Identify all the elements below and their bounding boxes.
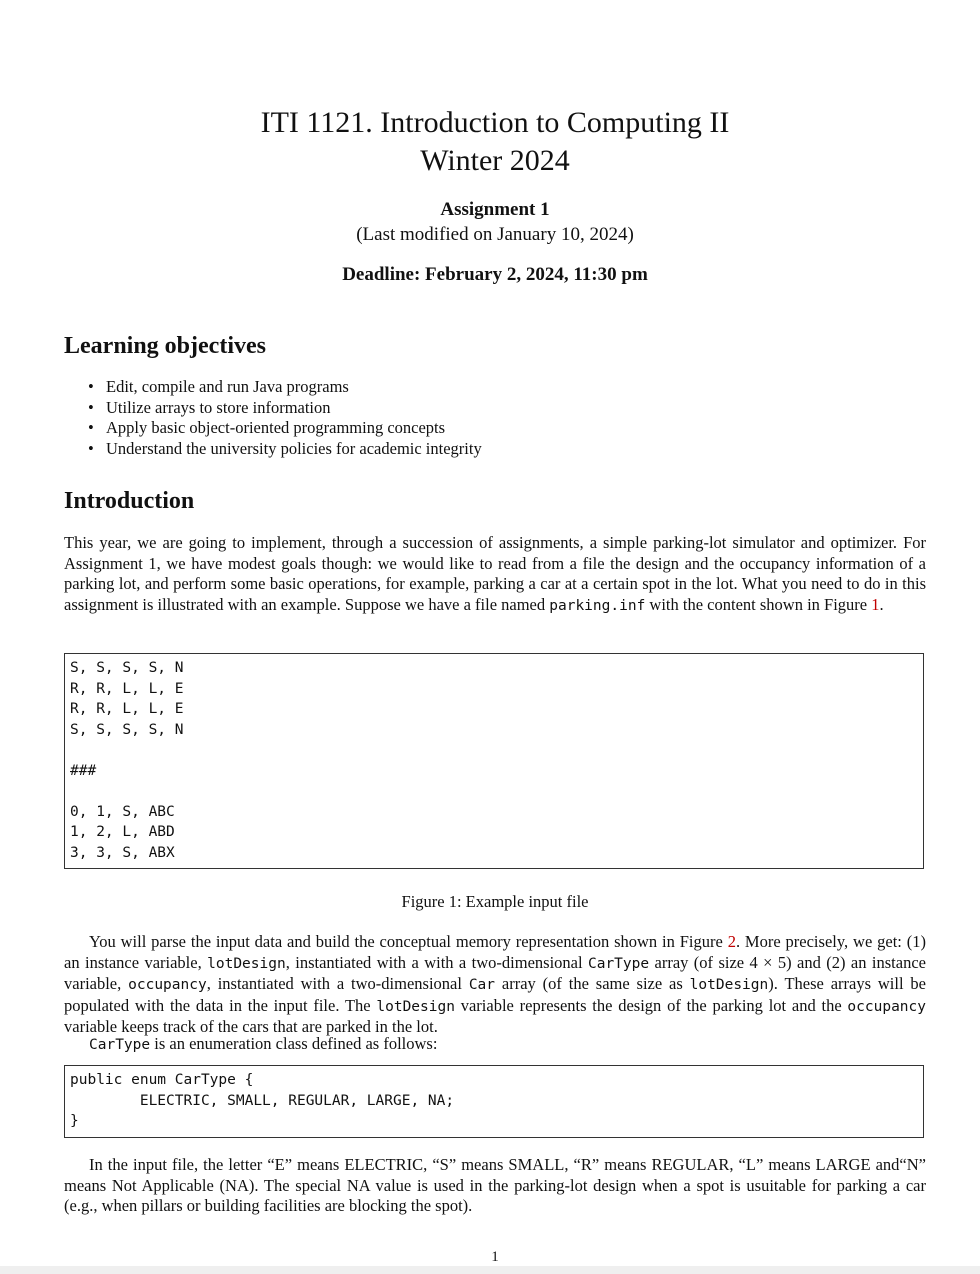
para-text: array (of size 4 × 5) and (2) an instance variable, xyxy=(64,952,926,993)
figure-1-code-box: S, S, S, S, N R, R, L, L, E R, R, L, L, E S, S, S, S, N ### 0, 1, S, ABC 1, 2, L, ABD 3, 3, S, ABX xyxy=(64,653,924,869)
list-item: • Edit, compile and run Java programs xyxy=(88,377,482,398)
term-title: Winter 2024 xyxy=(420,144,570,177)
intro-paragraph xyxy=(64,533,926,616)
code-cartype: CarType xyxy=(89,1037,151,1053)
page-bottom-edge xyxy=(0,1266,980,1274)
code-car: Car xyxy=(468,977,496,993)
enum-code-box: public enum CarType { ELECTRIC, SMALL, REGULAR, LARGE, NA; } xyxy=(64,1065,924,1138)
code-lotdesign: lotDesign xyxy=(207,955,286,972)
code-occupancy: occupancy xyxy=(128,977,207,993)
enum-intro-paragraph xyxy=(64,1034,926,1056)
introduction-heading: Introduction xyxy=(64,488,195,514)
course-title: ITI 1121. Introduction to Computing II xyxy=(260,106,730,139)
letter-meaning-paragraph: In the input file, the letter “E” means ELECTRIC, “S” means SMALL, “R” means REGULAR, “L” means LARGE and“N” means Not Applicable (NA). The special NA value is used in the parking-lot design when a spot is usuitable for parking a car (e.g., when pillars or building facilities are blocking the spot). xyxy=(64,1155,926,1215)
para-text: , instantiated with a with a two-dimensional xyxy=(285,952,588,972)
document-title xyxy=(64,104,926,180)
intro-text-end: . xyxy=(879,594,884,614)
memory-representation-paragraph xyxy=(64,932,926,1038)
para-text: array (of the same size as xyxy=(495,974,690,993)
objectives-heading: Learning objectives xyxy=(64,333,266,359)
filename-code: parking.inf xyxy=(549,597,646,614)
assignment-label: Assignment 1 xyxy=(440,199,550,220)
figure-1-link[interactable]: 1 xyxy=(871,594,880,614)
para-text: , instantiated with a two-dimensional xyxy=(206,974,469,993)
para-text: . More precisely, we get: (1) an instance variable, xyxy=(64,932,926,972)
para-text: You will parse the input data and build the conceptual memory representation shown in Figure xyxy=(89,932,728,951)
intro-text: This year, we are going to implement, through a succession of assignments, a simple parking-lot simulator and optimizer. For Assignment 1, we have modest goals though: we would like to read from a file the design and the occupancy information of a parking lot, and perform some basic operations, for example, parking a car at a certain spot in the lot. What you need to do in this assignment is illustrated with an example. Suppose we have a file named xyxy=(64,533,926,614)
list-item: • Understand the university policies for academic integrity xyxy=(88,439,482,460)
list-item: • Apply basic object-oriented programming concepts xyxy=(88,418,482,439)
code-cartype: CarType xyxy=(587,955,650,972)
code-occupancy: occupancy xyxy=(847,998,926,1015)
intro-text-tail: with the content shown in Figure xyxy=(645,594,872,614)
objectives-list xyxy=(88,377,482,459)
page-number: 1 xyxy=(491,1249,499,1265)
figure-1-caption: Figure 1: Example input file xyxy=(401,892,589,911)
code-lotdesign: lotDesign xyxy=(376,998,455,1015)
para-text: ). These arrays will be populated with the data in the input file. The xyxy=(64,974,926,1015)
para-text: variable keeps track of the cars that are parked in the lot. xyxy=(64,1017,438,1036)
list-item: • Utilize arrays to store information xyxy=(88,398,482,419)
para-text: variable represents the design of the parking lot and the xyxy=(454,995,848,1015)
modified-date: (Last modified on January 10, 2024) xyxy=(356,224,634,245)
code-lotdesign: lotDesign xyxy=(689,977,769,993)
deadline: Deadline: February 2, 2024, 11:30 pm xyxy=(342,264,648,285)
figure-2-link[interactable]: 2 xyxy=(727,932,736,951)
para-text: is an enumeration class defined as follows: xyxy=(150,1034,438,1053)
